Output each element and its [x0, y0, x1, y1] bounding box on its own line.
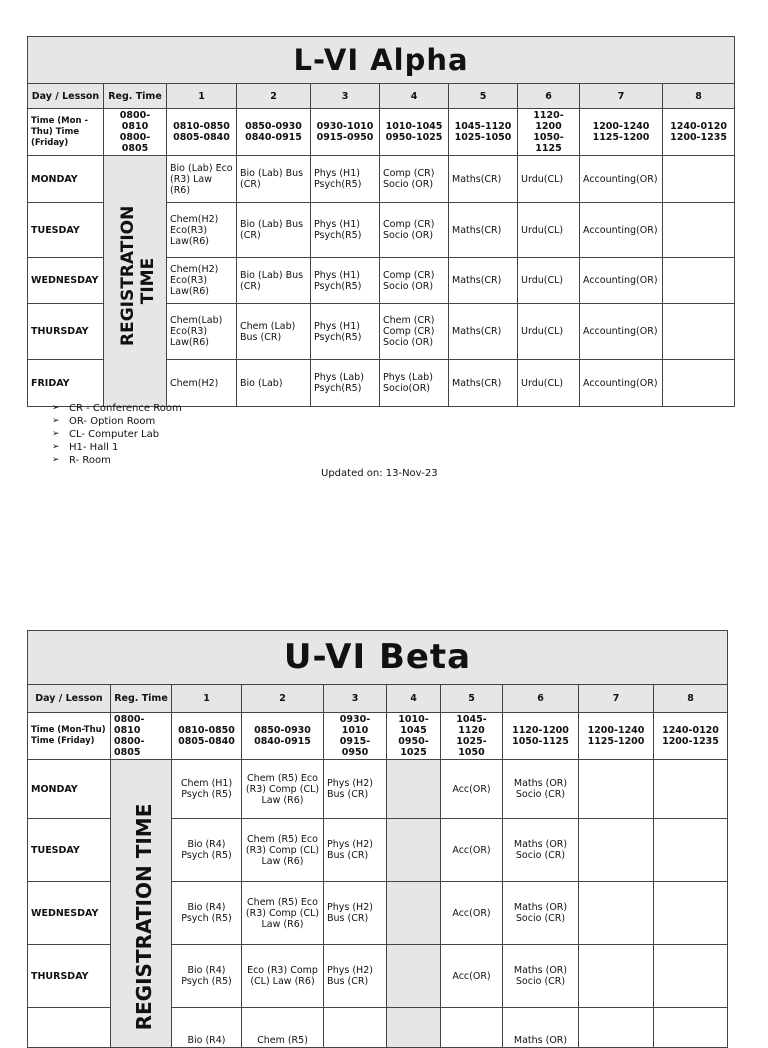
beta-cell: Chem (R5) Eco (R3) Comp (CL) Law (R6) [242, 819, 324, 882]
beta-cell [387, 882, 441, 945]
alpha-cell: Chem (CR) Comp (CR) Socio (OR) [380, 304, 449, 360]
beta-header-2: 2 [242, 685, 324, 713]
alpha-timetable [27, 36, 735, 407]
beta-header-reg: Reg. Time [111, 685, 172, 713]
beta-registration-time [111, 760, 172, 1048]
beta-cell: Bio (R4) Psych (R5) [172, 819, 242, 882]
legend-item: ➢ CL- Computer Lab [52, 428, 182, 441]
beta-cell [579, 819, 654, 882]
beta-cell: Chem (R5) Eco (R3) Comp (CL) Law (R6) [242, 882, 324, 945]
alpha-cell: Phys (H1) Psych(R5) [311, 304, 380, 360]
alpha-reg-time: 0800-0810 0800-0805 [104, 109, 167, 156]
beta-cell: Acc(OR) [441, 819, 503, 882]
beta-header-day: Day / Lesson [28, 685, 111, 713]
beta-cell: Bio (R4) [172, 1008, 242, 1048]
alpha-cell: Chem(H2) Eco(R3) Law(R6) [167, 203, 237, 258]
beta-cell [654, 882, 728, 945]
beta-time-8: 1240-0120 1200-1235 [654, 713, 728, 760]
beta-cell: Maths (OR) Socio (CR) [503, 945, 579, 1008]
alpha-time-3: 0930-1010 0915-0950 [311, 109, 380, 156]
alpha-cell: Chem(H2) Eco(R3) Law(R6) [167, 258, 237, 304]
beta-day-tuesday: TUESDAY [28, 819, 111, 882]
beta-header-3: 3 [324, 685, 387, 713]
beta-header-6: 6 [503, 685, 579, 713]
alpha-cell: Accounting(OR) [580, 258, 663, 304]
alpha-cell: Comp (CR) Socio (OR) [380, 203, 449, 258]
alpha-cell [663, 258, 735, 304]
alpha-title [28, 37, 735, 84]
beta-cell [324, 1008, 387, 1048]
alpha-day-monday: MONDAY [28, 156, 104, 203]
beta-header-1: 1 [172, 685, 242, 713]
beta-cell [387, 1008, 441, 1048]
legend-item: ➢ R- Room [52, 454, 182, 467]
beta-cell: Acc(OR) [441, 945, 503, 1008]
beta-header-7: 7 [579, 685, 654, 713]
alpha-time-label: Time (Mon - Thu) Time (Friday) [28, 109, 104, 156]
alpha-cell [663, 304, 735, 360]
beta-time-label: Time (Mon-Thu) Time (Friday) [28, 713, 111, 760]
alpha-header-5: 5 [449, 84, 518, 109]
legend-item: ➢ OR- Option Room [52, 415, 182, 428]
alpha-cell: Phys (H1) Psych(R5) [311, 258, 380, 304]
beta-title-text: U-VI Beta [283, 637, 472, 677]
beta-day-friday [28, 1008, 111, 1048]
beta-cell: Chem (H1) Psych (R5) [172, 760, 242, 819]
alpha-cell: Phys (Lab) Psych(R5) [311, 360, 380, 407]
alpha-cell: Bio (Lab) Bus (CR) [237, 258, 311, 304]
alpha-header-8: 8 [663, 84, 735, 109]
beta-time-2: 0850-0930 0840-0915 [242, 713, 324, 760]
alpha-cell: Bio (Lab) Bus (CR) [237, 156, 311, 203]
beta-title [28, 631, 728, 685]
alpha-cell: Comp (CR) Socio (OR) [380, 156, 449, 203]
beta-cell: Maths (OR) [503, 1008, 579, 1048]
room-legend [52, 402, 182, 467]
beta-cell [387, 760, 441, 819]
beta-day-thursday: THURSDAY [28, 945, 111, 1008]
alpha-cell [663, 156, 735, 203]
legend-item: ➢ H1- Hall 1 [52, 441, 182, 454]
beta-cell: Chem (R5) [242, 1008, 324, 1048]
beta-cell [579, 945, 654, 1008]
alpha-cell: Phys (H1) Psych(R5) [311, 156, 380, 203]
alpha-time-6: 1120-1200 1050-1125 [518, 109, 580, 156]
alpha-day-wednesday: WEDNESDAY [28, 258, 104, 304]
alpha-cell: Comp (CR) Socio (OR) [380, 258, 449, 304]
beta-cell [579, 882, 654, 945]
beta-cell: Bio (R4) Psych (R5) [172, 945, 242, 1008]
alpha-header-day: Day / Lesson [28, 84, 104, 109]
beta-cell: Phys (H2) Bus (CR) [324, 760, 387, 819]
alpha-header-reg: Reg. Time [104, 84, 167, 109]
beta-cell: Phys (H2) Bus (CR) [324, 945, 387, 1008]
beta-registration-label: REGISTRATION TIME [132, 803, 156, 1031]
alpha-cell: Bio (Lab) Bus (CR) [237, 203, 311, 258]
beta-cell: Acc(OR) [441, 882, 503, 945]
alpha-time-1: 0810-0850 0805-0840 [167, 109, 237, 156]
alpha-cell: Maths(CR) [449, 258, 518, 304]
alpha-cell: Chem(Lab) Eco(R3) Law(R6) [167, 304, 237, 360]
alpha-cell: Maths(CR) [449, 360, 518, 407]
beta-cell [387, 945, 441, 1008]
beta-reg-time: 0800-0810 0800-0805 [111, 713, 172, 760]
beta-cell: Maths (OR) Socio (CR) [503, 819, 579, 882]
alpha-day-tuesday: TUESDAY [28, 203, 104, 258]
alpha-header-6: 6 [518, 84, 580, 109]
alpha-header-3: 3 [311, 84, 380, 109]
beta-cell: Chem (R5) Eco (R3) Comp (CL) Law (R6) [242, 760, 324, 819]
alpha-cell: Urdu(CL) [518, 360, 580, 407]
beta-cell [654, 1008, 728, 1048]
beta-day-wednesday: WEDNESDAY [28, 882, 111, 945]
alpha-title-text: L-VI Alpha [293, 42, 469, 77]
beta-time-3: 0930-1010 0915-0950 [324, 713, 387, 760]
alpha-day-friday: FRIDAY [28, 360, 104, 407]
alpha-cell: Accounting(OR) [580, 304, 663, 360]
beta-cell [441, 1008, 503, 1048]
alpha-cell: Maths(CR) [449, 304, 518, 360]
alpha-cell: Bio (Lab) [237, 360, 311, 407]
alpha-registration-label: REGISTRATION TIME [118, 205, 158, 346]
alpha-cell: Chem (Lab) Bus (CR) [237, 304, 311, 360]
alpha-cell: Accounting(OR) [580, 203, 663, 258]
alpha-cell: Urdu(CL) [518, 203, 580, 258]
beta-time-7: 1200-1240 1125-1200 [579, 713, 654, 760]
beta-cell: Eco (R3) Comp (CL) Law (R6) [242, 945, 324, 1008]
beta-time-4: 1010-1045 0950-1025 [387, 713, 441, 760]
alpha-cell: Maths(CR) [449, 156, 518, 203]
alpha-cell: Maths(CR) [449, 203, 518, 258]
alpha-cell: Bio (Lab) Eco (R3) Law (R6) [167, 156, 237, 203]
beta-header-5: 5 [441, 685, 503, 713]
beta-time-1: 0810-0850 0805-0840 [172, 713, 242, 760]
alpha-cell: Phys (Lab) Socio(OR) [380, 360, 449, 407]
beta-cell [579, 760, 654, 819]
beta-timetable [27, 630, 728, 1048]
beta-cell [387, 819, 441, 882]
alpha-time-7: 1200-1240 1125-1200 [580, 109, 663, 156]
alpha-cell [663, 203, 735, 258]
beta-cell: Phys (H2) Bus (CR) [324, 819, 387, 882]
alpha-cell: Urdu(CL) [518, 258, 580, 304]
alpha-header-1: 1 [167, 84, 237, 109]
alpha-time-8: 1240-0120 1200-1235 [663, 109, 735, 156]
beta-day-monday: MONDAY [28, 760, 111, 819]
alpha-header-7: 7 [580, 84, 663, 109]
beta-header-8: 8 [654, 685, 728, 713]
beta-header-4: 4 [387, 685, 441, 713]
updated-date: Updated on: 13-Nov-23 [321, 468, 438, 479]
alpha-time-4: 1010-1045 0950-1025 [380, 109, 449, 156]
beta-cell [579, 1008, 654, 1048]
alpha-time-5: 1045-1120 1025-1050 [449, 109, 518, 156]
beta-cell: Phys (H2) Bus (CR) [324, 882, 387, 945]
beta-cell [654, 945, 728, 1008]
alpha-day-thursday: THURSDAY [28, 304, 104, 360]
alpha-header-4: 4 [380, 84, 449, 109]
alpha-cell: Accounting(OR) [580, 360, 663, 407]
alpha-cell: Chem(H2) [167, 360, 237, 407]
beta-time-6: 1120-1200 1050-1125 [503, 713, 579, 760]
beta-cell: Maths (OR) Socio (CR) [503, 760, 579, 819]
beta-cell: Acc(OR) [441, 760, 503, 819]
legend-item: ➢ CR - Conference Room [52, 402, 182, 415]
alpha-cell: Urdu(CL) [518, 156, 580, 203]
beta-time-5: 1045-1120 1025-1050 [441, 713, 503, 760]
alpha-header-2: 2 [237, 84, 311, 109]
alpha-time-2: 0850-0930 0840-0915 [237, 109, 311, 156]
beta-cell: Bio (R4) Psych (R5) [172, 882, 242, 945]
beta-cell [654, 760, 728, 819]
alpha-cell: Phys (H1) Psych(R5) [311, 203, 380, 258]
alpha-registration-time [104, 156, 167, 407]
beta-cell: Maths (OR) Socio (CR) [503, 882, 579, 945]
alpha-cell: Urdu(CL) [518, 304, 580, 360]
beta-cell [654, 819, 728, 882]
alpha-cell: Accounting(OR) [580, 156, 663, 203]
alpha-cell [663, 360, 735, 407]
